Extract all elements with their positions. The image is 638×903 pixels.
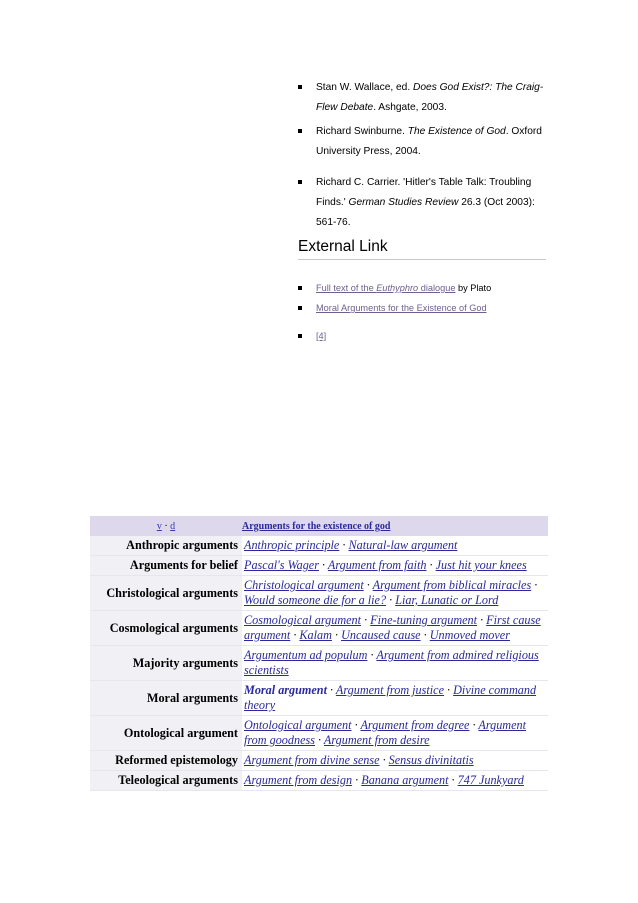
- dialogue-link[interactable]: dialogue: [418, 283, 456, 293]
- navbox-link[interactable]: First cause argument: [244, 613, 541, 642]
- navbox-row: [90, 576, 548, 611]
- bullet-icon: [298, 85, 302, 89]
- external-links-list: [298, 276, 548, 348]
- navbox-link[interactable]: Cosmological argument: [244, 613, 362, 627]
- navbox-header-end: [502, 516, 548, 536]
- navbox-link[interactable]: Argument from design: [244, 773, 353, 787]
- navbox-group-list: [242, 611, 548, 646]
- navbox-link[interactable]: Argument from faith: [327, 558, 427, 572]
- navbox-group-label: Ontological argument: [90, 716, 242, 751]
- separator: ·: [326, 683, 336, 697]
- moral-arguments-link[interactable]: Moral Arguments for the Existence of God: [316, 303, 487, 313]
- navbox-link[interactable]: Argument from biblical miracles: [372, 578, 532, 592]
- navbox-group-label: Reformed epistemology: [90, 751, 242, 771]
- navbox-link[interactable]: Christological argument: [244, 578, 364, 592]
- navbox-link[interactable]: Argument from divine sense: [244, 753, 380, 767]
- navbox-row: [90, 681, 548, 716]
- separator: ·: [477, 613, 487, 627]
- reference-text: Richard C. Carrier. 'Hitler's Table Talk: Troubling Finds.': [316, 177, 532, 208]
- reference-title: German Studies Review: [348, 197, 459, 208]
- navbox-title[interactable]: Arguments for the existence of god: [242, 516, 502, 536]
- navbox-group-label: Anthropic arguments: [90, 536, 242, 556]
- bullet-icon: [298, 334, 302, 338]
- navbox-group-label: Arguments for belief: [90, 556, 242, 576]
- navbox-arguments: [90, 516, 548, 791]
- navbox-link[interactable]: Banana argument: [361, 773, 449, 787]
- navbox-link[interactable]: Divine command theory: [244, 683, 537, 712]
- separator: ·: [379, 753, 389, 767]
- reference-title: Does God Exist?: The Craig-Flew Debate: [316, 82, 544, 113]
- external-link-heading: External Link: [298, 238, 388, 255]
- navbox-row: [90, 556, 548, 576]
- navbox-row: [90, 646, 548, 681]
- reference-text: Richard Swinburne.: [316, 126, 408, 137]
- navbox-link[interactable]: Natural-law argument: [348, 538, 458, 552]
- navbox-group-list: [242, 556, 548, 576]
- link-suffix: by Plato: [455, 283, 492, 293]
- navbox-group-label: Teleological arguments: [90, 771, 242, 791]
- reference-title: The Existence of God: [407, 126, 506, 137]
- navbox-link[interactable]: Argument from degree: [360, 718, 470, 732]
- navbox-link[interactable]: Unmoved mover: [429, 628, 510, 642]
- separator: ·: [318, 558, 328, 572]
- separator: ·: [443, 683, 454, 697]
- separator: ·: [314, 733, 324, 747]
- bullet-icon: [298, 306, 302, 310]
- separator: ·: [290, 628, 300, 642]
- navbox-link[interactable]: Argumentum ad populum: [244, 648, 368, 662]
- separator: ·: [367, 648, 377, 662]
- navbox-group-list: [242, 716, 548, 751]
- navbox-group-list: [242, 576, 548, 611]
- navbox-group-list: [242, 771, 548, 791]
- separator: ·: [164, 520, 168, 532]
- reference-text: . Oxford University Press, 2004.: [316, 126, 542, 157]
- navbox-link[interactable]: Argument from desire: [323, 733, 430, 747]
- navbox-group-label: Christological arguments: [90, 576, 242, 611]
- reference-item: [298, 78, 548, 118]
- separator: ·: [426, 558, 436, 572]
- navbox-group-label: Cosmological arguments: [90, 611, 242, 646]
- reference-text: . Ashgate, 2003.: [373, 102, 447, 113]
- navbox-group-list: [242, 536, 548, 556]
- separator: ·: [331, 628, 342, 642]
- reference-text: Stan W. Wallace, ed.: [316, 82, 414, 93]
- separator: ·: [351, 718, 361, 732]
- current-article: Moral argument: [244, 683, 327, 697]
- reference-item: [298, 122, 548, 162]
- footnote-link[interactable]: [4]: [316, 331, 327, 341]
- navbox-link[interactable]: Kalam: [299, 628, 332, 642]
- navbox-link[interactable]: Uncaused cause: [341, 628, 421, 642]
- navbox-link[interactable]: Sensus divinitatis: [388, 753, 474, 767]
- separator: ·: [469, 718, 479, 732]
- external-link-item: [298, 324, 548, 348]
- navbox-group-label: Moral arguments: [90, 681, 242, 716]
- navbox-link[interactable]: Liar, Lunatic or Lord: [395, 593, 499, 607]
- navbox-link[interactable]: Argument from admired religious scientists: [244, 648, 539, 677]
- references-list: [298, 78, 548, 233]
- separator: ·: [363, 578, 373, 592]
- navbox-row: [90, 771, 548, 791]
- bullet-icon: [298, 129, 302, 133]
- separator: ·: [386, 593, 396, 607]
- separator: ·: [420, 628, 430, 642]
- navbox-row: [90, 716, 548, 751]
- navbox-link[interactable]: Anthropic principle: [244, 538, 340, 552]
- bullet-icon: [298, 286, 302, 290]
- external-link-item: [298, 296, 548, 320]
- separator: ·: [352, 773, 362, 787]
- reference-item: [298, 173, 548, 233]
- navbox-row: [90, 536, 548, 556]
- navbox-group-list: [242, 751, 548, 771]
- navbox-link[interactable]: Would someone die for a lie?: [244, 593, 387, 607]
- navbox-row: [90, 611, 548, 646]
- separator: ·: [361, 613, 371, 627]
- navbox-link[interactable]: Fine-tuning argument: [370, 613, 478, 627]
- navbox-vd: [90, 516, 242, 536]
- navbox-link[interactable]: Argument from justice: [335, 683, 444, 697]
- navbox-link[interactable]: 747 Junkyard: [457, 773, 524, 787]
- navbox-header: [90, 516, 548, 536]
- euthyphro-link[interactable]: Full text of the Euthyphro: [316, 283, 419, 293]
- discuss-link[interactable]: d: [170, 520, 176, 532]
- navbox-link[interactable]: Pascal's Wager: [244, 558, 319, 572]
- bullet-icon: [298, 180, 302, 184]
- navbox-group-list: [242, 681, 548, 716]
- navbox-link[interactable]: Ontological argument: [244, 718, 352, 732]
- navbox-link[interactable]: Argument from goodness: [244, 718, 526, 747]
- navbox-link[interactable]: Just hit your knees: [435, 558, 527, 572]
- reference-text: 26.3 (Oct 2003): 561-76.: [316, 197, 535, 228]
- separator: ·: [448, 773, 458, 787]
- separator: ·: [531, 578, 538, 592]
- heading-divider: [298, 259, 546, 260]
- view-link[interactable]: v: [156, 520, 162, 532]
- navbox-row: [90, 751, 548, 771]
- separator: ·: [339, 538, 349, 552]
- navbox-group-list: [242, 646, 548, 681]
- navbox-group-label: Majority arguments: [90, 646, 242, 681]
